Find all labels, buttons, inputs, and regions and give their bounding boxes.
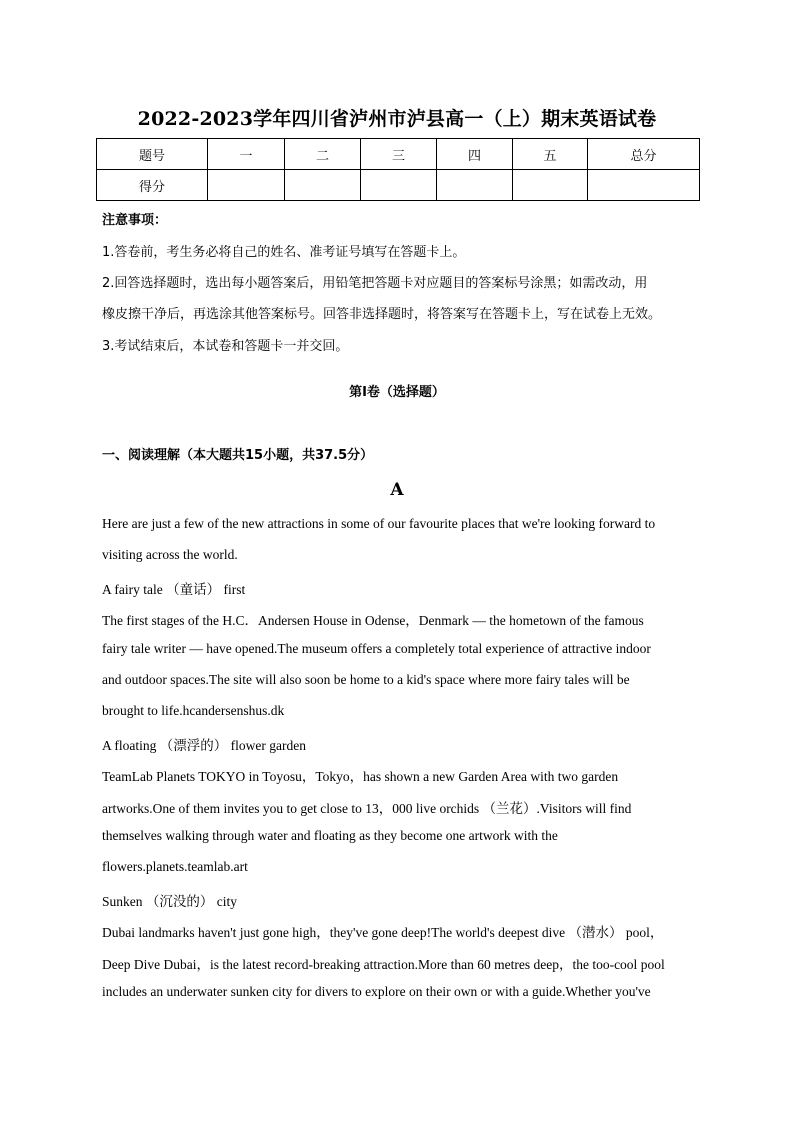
- score-table-score-row: [97, 170, 700, 201]
- score-table-header-row: [97, 139, 700, 170]
- score-table-cell: [208, 170, 285, 201]
- passage-line: and outdoor spaces.The site will also soon be home to a kid's space where more fairy tales will be: [102, 672, 630, 687]
- part-title: 一、阅读理解（本大题共15小题，共37.5分）: [102, 448, 374, 463]
- passage-letter: A: [390, 480, 404, 500]
- score-table-cell: 题号: [97, 139, 208, 170]
- passage-line: brought to life.hcandersenshus.dk: [102, 703, 285, 718]
- section-title: 第Ⅰ卷（选择题）: [349, 385, 445, 400]
- passage-line: includes an underwater sunken city for divers to explore on their own or with a guide.Whether you've: [102, 984, 651, 999]
- passage-line: TeamLab Planets TOKYO in Toyosu，Tokyo，has shown a new Garden Area with two garden: [102, 769, 619, 784]
- score-table-cell: [361, 170, 437, 201]
- score-table-cell: [588, 170, 700, 201]
- passage-line: Deep Dive Dubai，is the latest record-breaking attraction.More than 60 metres deep，the too-cool pool: [102, 957, 665, 972]
- passage-line: Here are just a few of the new attractions in some of our favourite places that we're looking forward to: [102, 516, 656, 531]
- passage-line: Dubai landmarks haven't just gone high，they've gone deep!The world's deepest dive （潜水） pool，: [102, 925, 664, 940]
- passage-line: flowers.planets.teamlab.art: [102, 859, 248, 874]
- score-table-cell: [437, 170, 513, 201]
- exam-title: 2022-2023学年四川省泸州市泸县高一（上）期末英语试卷: [137, 108, 657, 130]
- passage-line: artworks.One of them invites you to get close to 13，000 live orchids （兰花）.Visitors will find: [102, 801, 632, 816]
- notice-line: 3.考试结束后，本试卷和答题卡一并交回。: [102, 339, 349, 354]
- score-table: [96, 138, 700, 201]
- passage-line: themselves walking through water and floating as they become one artwork with the: [102, 828, 558, 843]
- passage-line: fairy tale writer — have opened.The museum offers a completely total experience of attractive indoor: [102, 641, 651, 656]
- notice-heading: 注意事项：: [102, 213, 168, 228]
- score-table-cell: [285, 170, 361, 201]
- notice-line: 2.回答选择题时，选出每小题答案后，用铅笔把答题卡对应题目的答案标号涂黑；如需改动，用: [102, 276, 648, 291]
- passage-subheading: A floating （漂浮的） flower garden: [102, 738, 306, 753]
- score-table-cell: 四: [437, 139, 513, 170]
- score-table-cell: [513, 170, 588, 201]
- passage-line: The first stages of the H.C．Andersen House in Odense，Denmark — the hometown of the famous: [102, 613, 644, 628]
- passage-subheading: A fairy tale （童话） first: [102, 582, 246, 597]
- score-table-cell: 三: [361, 139, 437, 170]
- score-table-cell: 总分: [588, 139, 700, 170]
- passage-subheading: Sunken （沉没的） city: [102, 894, 237, 909]
- score-table-cell: 得分: [97, 170, 208, 201]
- score-table-cell: 二: [285, 139, 361, 170]
- notice-line: 橡皮擦干净后，再选涂其他答案标号。回答非选择题时，将答案写在答题卡上，写在试卷上无效。: [102, 307, 662, 322]
- notice-line: 1.答卷前，考生务必将自己的姓名、准考证号填写在答题卡上。: [102, 245, 466, 260]
- passage-line: visiting across the world.: [102, 547, 238, 562]
- score-table-cell: 五: [513, 139, 588, 170]
- score-table-cell: 一: [208, 139, 285, 170]
